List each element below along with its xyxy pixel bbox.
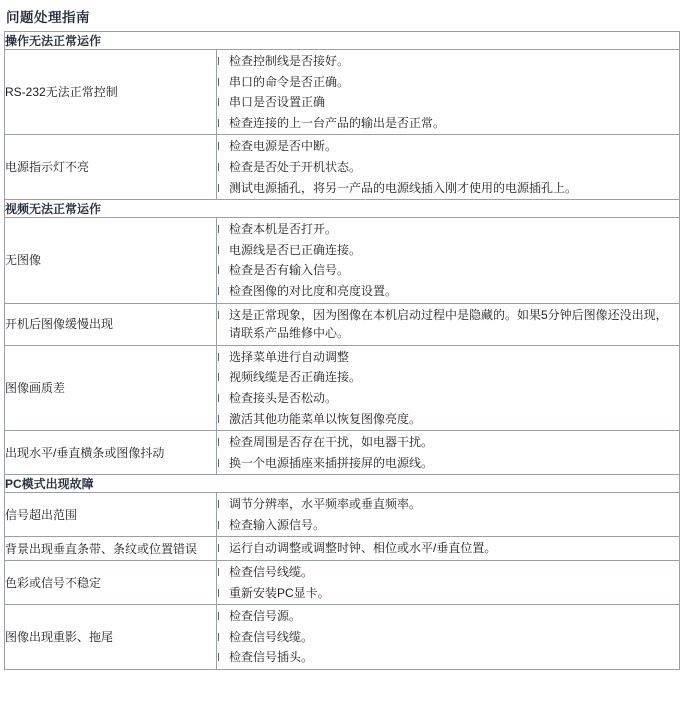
table-row (5, 605, 680, 670)
remedy-item: 检查是否有输入信号。 (217, 261, 679, 280)
table-row (5, 50, 680, 135)
remedy-item: 检查电源是否中断。 (217, 137, 679, 156)
symptom-cell: 开机后图像缓慢出现 (5, 303, 217, 345)
section-header-row (5, 32, 680, 50)
symptom-cell: 图像画质差 (5, 345, 217, 430)
remedy-cell (217, 345, 680, 430)
remedy-item: 检查周围是否存在干扰，如电器干扰。 (217, 433, 679, 452)
section-heading: 操作无法正常运作 (5, 32, 680, 50)
remedy-item: 电源线是否已正确连接。 (217, 241, 679, 260)
symptom-cell: 信号超出范围 (5, 493, 217, 537)
remedy-item: 检查信号插头。 (217, 648, 679, 667)
remedy-cell (217, 50, 680, 135)
remedy-item: 运行自动调整或调整时钟、相位或水平/垂直位置。 (217, 539, 679, 558)
table-row (5, 218, 680, 303)
table-row (5, 135, 680, 200)
section-heading: 视频无法正常运作 (5, 200, 680, 218)
remedy-cell (217, 605, 680, 670)
remedy-cell (217, 493, 680, 537)
remedy-item: 测试电源插孔，将另一产品的电源线插入刚才使用的电源插孔上。 (217, 179, 679, 198)
table-body (5, 32, 680, 670)
symptom-cell: 背景出现垂直条带、条纹或位置错误 (5, 537, 217, 561)
remedy-list (217, 495, 679, 534)
remedy-item: 检查本机是否打开。 (217, 220, 679, 239)
remedy-item: 检查信号线缆。 (217, 628, 679, 647)
remedy-item: 激活其他功能菜单以恢复图像亮度。 (217, 410, 679, 429)
remedy-item: 检查控制线是否接好。 (217, 52, 679, 71)
remedy-item: 检查接头是否松动。 (217, 389, 679, 408)
remedy-item: 检查是否处于开机状态。 (217, 158, 679, 177)
remedy-item: 选择菜单进行自动调整 (217, 348, 679, 367)
symptom-cell: RS-232无法正常控制 (5, 50, 217, 135)
remedy-list (217, 220, 679, 300)
remedy-item: 检查连接的上一台产品的输出是否正常。 (217, 114, 679, 133)
remedy-cell (217, 303, 680, 345)
table-row (5, 303, 680, 345)
remedy-cell (217, 135, 680, 200)
section-header-row (5, 200, 680, 218)
remedy-item: 检查信号源。 (217, 607, 679, 626)
remedy-item: 串口是否设置正确 (217, 93, 679, 112)
remedy-list (217, 52, 679, 132)
remedy-item: 换一个电源插座来插拼接屏的电源线。 (217, 454, 679, 473)
remedy-item: 串口的命令是否正确。 (217, 73, 679, 92)
remedy-item: 检查图像的对比度和亮度设置。 (217, 282, 679, 301)
remedy-item: 调节分辨率，水平频率或垂直频率。 (217, 495, 679, 514)
remedy-list (217, 607, 679, 667)
remedy-cell (217, 218, 680, 303)
table-row (5, 431, 680, 475)
remedy-list (217, 563, 679, 602)
table-row (5, 345, 680, 430)
remedy-item: 检查输入源信号。 (217, 516, 679, 535)
remedy-list (217, 348, 679, 428)
symptom-cell: 无图像 (5, 218, 217, 303)
table-row (5, 561, 680, 605)
remedy-item: 视频线缆是否正确连接。 (217, 368, 679, 387)
remedy-cell (217, 431, 680, 475)
remedy-list (217, 539, 679, 558)
symptom-cell: 图像出现重影、拖尾 (5, 605, 217, 670)
section-header-row (5, 475, 680, 493)
symptom-cell: 出现水平/垂直横条或图像抖动 (5, 431, 217, 475)
symptom-cell: 电源指示灯不亮 (5, 135, 217, 200)
symptom-cell: 色彩或信号不稳定 (5, 561, 217, 605)
remedy-list (217, 306, 679, 343)
section-heading: PC模式出现故障 (5, 475, 680, 493)
table-row (5, 493, 680, 537)
remedy-cell (217, 561, 680, 605)
page-title: 问题处理指南 (6, 10, 90, 25)
troubleshooting-table (4, 31, 680, 670)
table-row (5, 537, 680, 561)
remedy-list (217, 433, 679, 472)
remedy-cell (217, 537, 680, 561)
remedy-list (217, 137, 679, 197)
remedy-item: 这是正常现象，因为图像在本机启动过程中是隐藏的。如果5分钟后图像还没出现，请联系产品维修中心。 (217, 306, 679, 343)
remedy-item: 检查信号线缆。 (217, 563, 679, 582)
remedy-item: 重新安装PC显卡。 (217, 584, 679, 603)
